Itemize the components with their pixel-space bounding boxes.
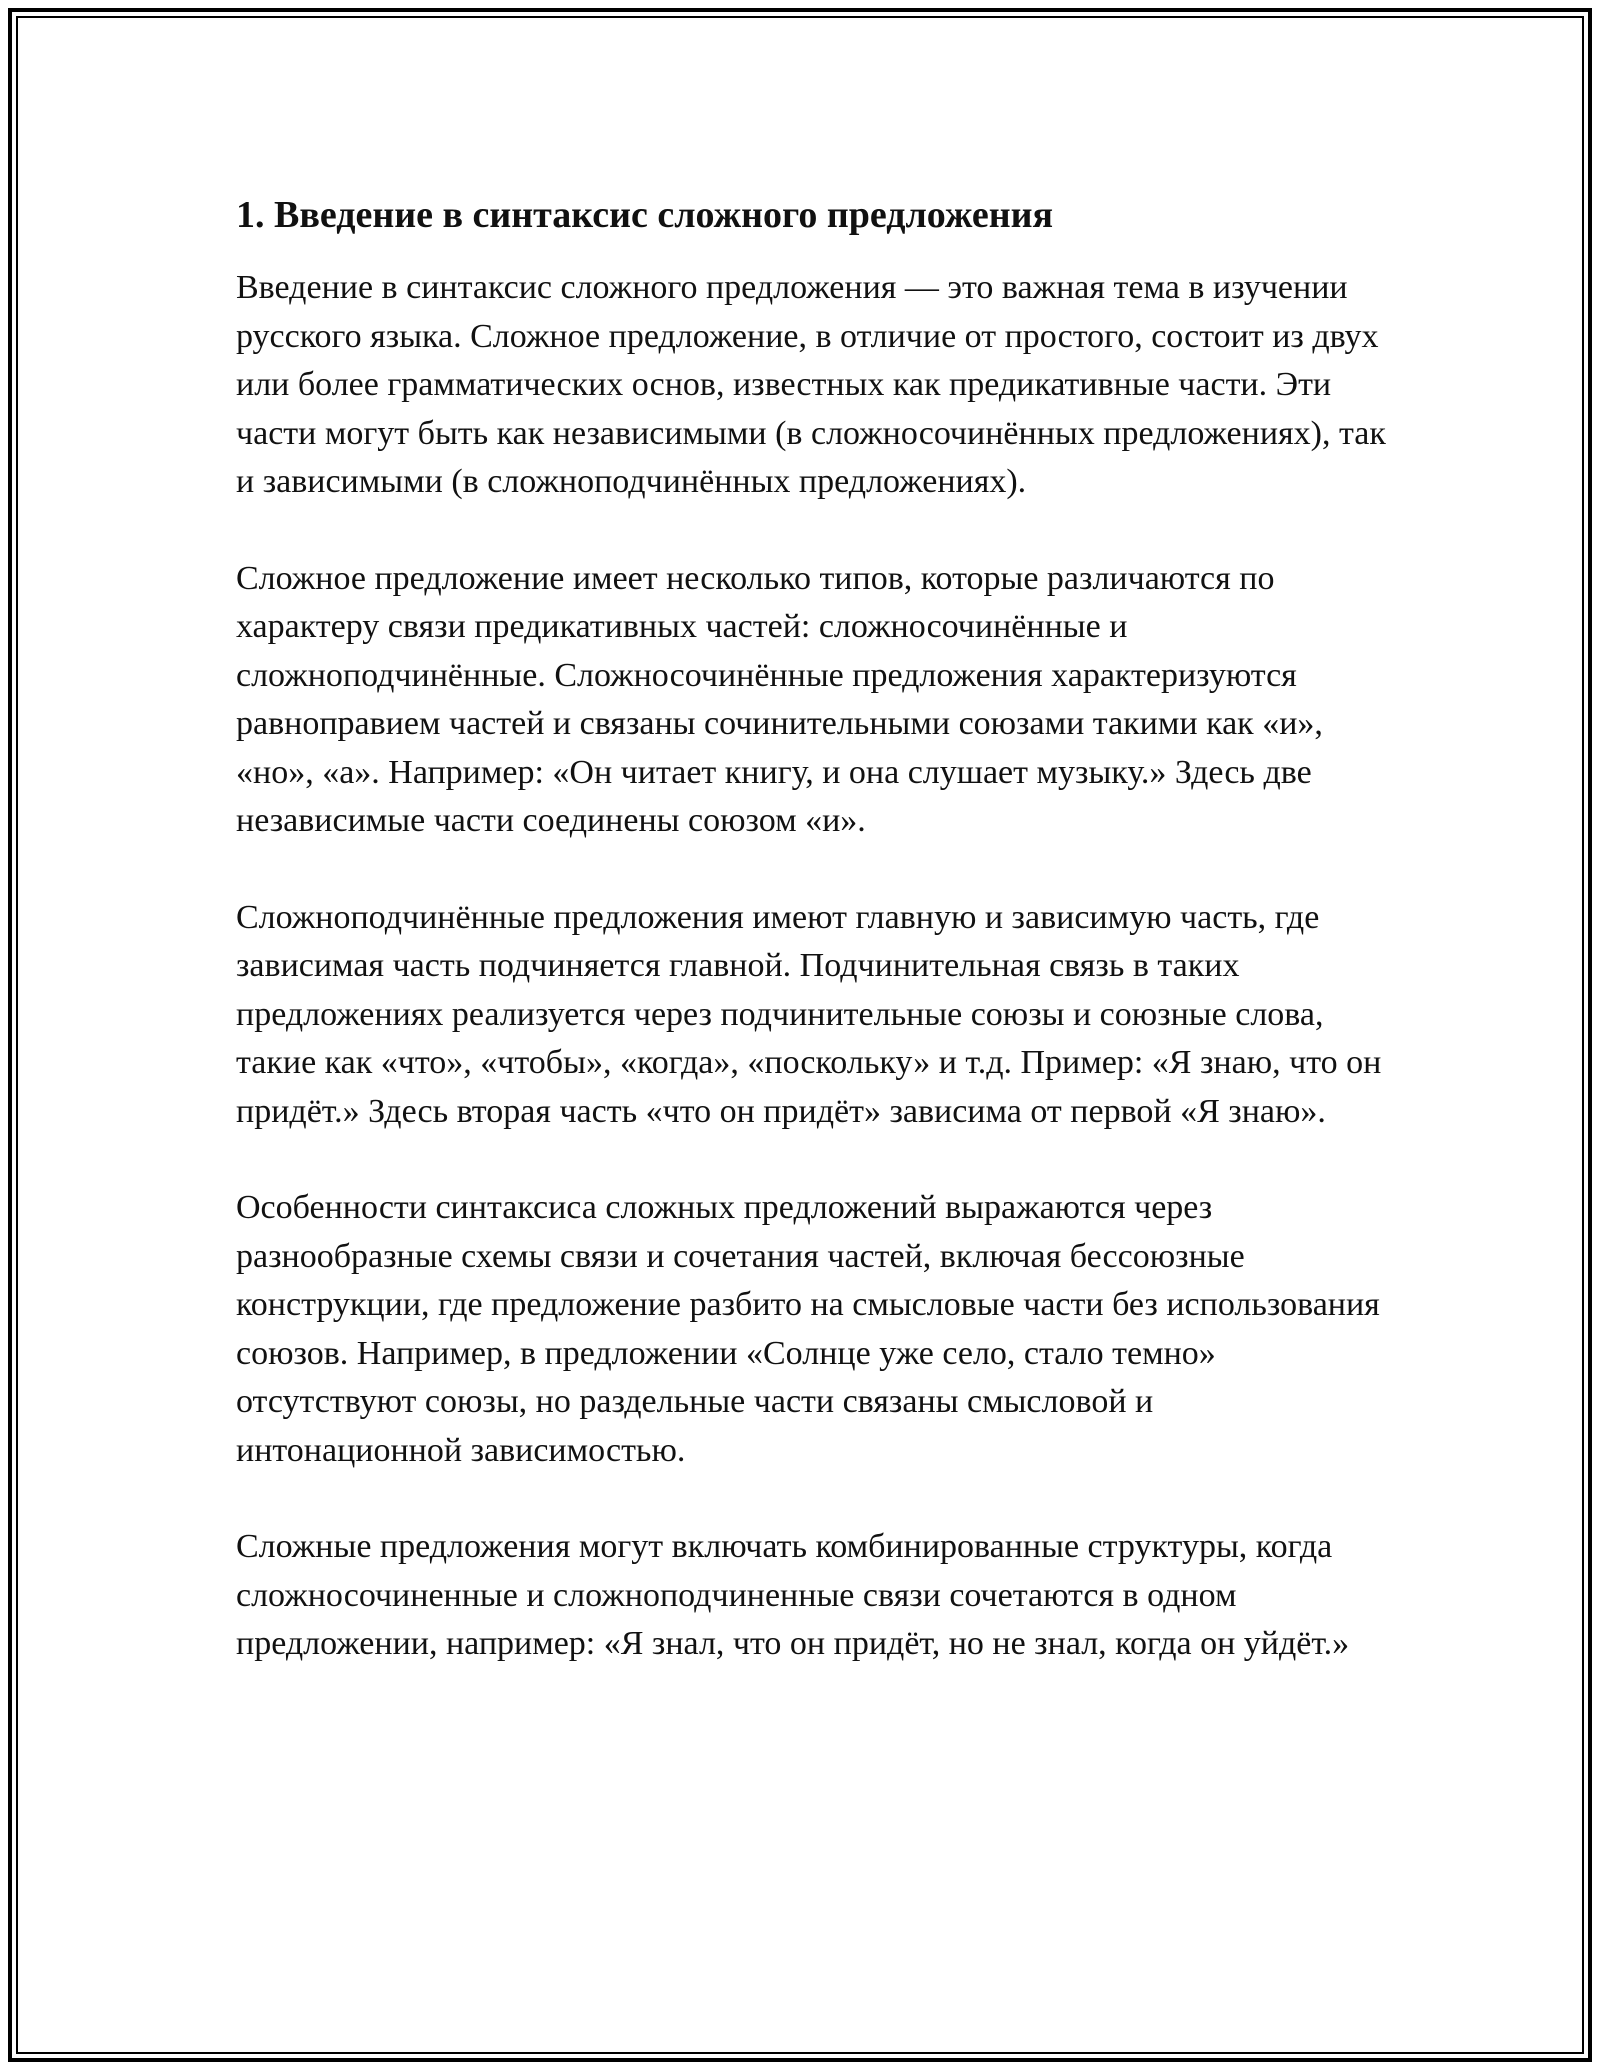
paragraph-combined: Сложные предложения могут включать комбинированные структуры, когда сложносочиненные и сложноподчиненные связи сочетаются в одном предложении, например: «Я знал, что он придёт, но не знал, когда он уйдёт.»	[236, 1528, 1350, 1662]
paragraph-intro: Введение в синтаксис сложного предложения — это важная тема в изучении русского языка. Сложное предложение, в отличие от простого, состоит из двух или более грамматических основ, известных как предикативные части. Эти части могут быть как независимыми (в сложносочинённых предложениях), так и зависимыми (в сложноподчинённых предложениях).	[236, 269, 1386, 500]
paragraph-subordinate: Сложноподчинённые предложения имеют главную и зависимую часть, где зависимая часть подчиняется главной. Подчинительная связь в таких предложениях реализуется через подчинительные союзы и союзные слова, такие как «что», «чтобы», «когда», «поскольку» и т.д. Пример: «Я знаю, что он придёт.» Здесь вторая часть «что он придёт» зависима от первой «Я знаю».	[236, 898, 1382, 1130]
paragraph-types: Сложное предложение имеет несколько типов, которые различаются по характеру связи предикативных частей: сложносочинённые и сложноподчинённые. Сложносочинённые предложения характеризуются равноправием частей и связаны сочинительными союзами такими как «и», «но», «а». Например: «Он читает книгу, и она слушает музыку.» Здесь две независимые части соединены союзом «и».	[236, 559, 1323, 839]
section-heading: 1. Введение в синтаксис сложного предложения	[236, 194, 1054, 236]
paragraph-asyndetic: Особенности синтаксиса сложных предложений выражаются через разнообразные схемы связи и сочетания частей, включая бессоюзные конструкции, где предложение разбито на смысловые части без использования союзов. Например, в предложении «Солнце уже село, стало темно» отсутствуют союзы, но раздельные части связаны смысловой и интонационной зависимостью.	[236, 1189, 1380, 1469]
document-body	[236, 188, 1386, 1717]
